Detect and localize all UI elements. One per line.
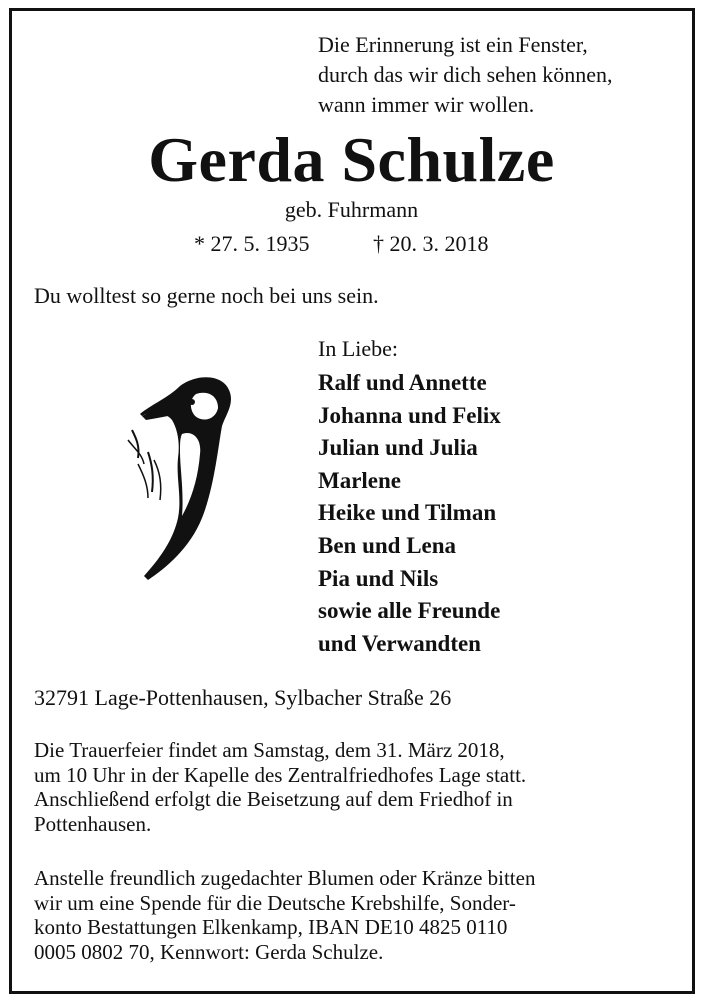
donation-line: Anstelle freundlich zugedachter Blumen oder Kränze bitten [34, 866, 536, 890]
woodpecker-icon [118, 368, 238, 588]
poem-line: durch das wir dich sehen können, [318, 62, 613, 87]
funeral-line: Die Trauerfeier findet am Samstag, dem 31. März 2018, [34, 738, 505, 762]
mourners-list [318, 367, 501, 660]
death-date: † 20. 3. 2018 [373, 231, 489, 256]
poem-line: Die Erinnerung ist ein Fenster, [318, 32, 588, 57]
funeral-info [34, 738, 526, 836]
mourner-entry: und Verwandten [318, 630, 481, 656]
deceased-name: Gerda Schulze [148, 124, 555, 195]
birth-name: geb. Fuhrmann [284, 197, 419, 222]
mourner-entry: Julian und Julia [318, 435, 478, 461]
poem-line: wann immer wir wollen. [318, 92, 535, 117]
address: 32791 Lage-Pottenhausen, Sylbacher Straße 26 [34, 685, 452, 710]
mourner-entry: Pia und Nils [318, 565, 439, 591]
mourner-entry: Johanna und Felix [318, 402, 501, 428]
funeral-line: Pottenhausen. [34, 811, 152, 836]
donation-line: konto Bestattungen Elkenkamp, IBAN DE10 4825 0110 [34, 915, 508, 939]
mourners-intro: In Liebe: [318, 336, 399, 361]
poem [318, 30, 612, 120]
mourner-entry: Ben und Lena [318, 532, 457, 558]
farewell-quote: Du wolltest so gerne noch bei uns sein. [34, 283, 379, 308]
donation-line: wir um eine Spende für die Deutsche Krebshilfe, Sonder- [34, 890, 516, 915]
mourner-entry: sowie alle Freunde [318, 598, 501, 624]
donation-info [34, 866, 535, 964]
funeral-line: Anschließend erfolgt die Beisetzung auf dem Friedhof in [34, 787, 513, 811]
funeral-line: um 10 Uhr in der Kapelle des Zentralfriedhofes Lage statt. [34, 762, 527, 787]
birth-date: * 27. 5. 1935 [194, 231, 310, 256]
mourner-entry: Ralf und Annette [318, 370, 487, 395]
mourner-entry: Marlene [318, 467, 402, 493]
donation-line: 0005 0802 70, Kennwort: Gerda Schulze. [34, 939, 384, 964]
mourner-entry: Heike und Tilman [318, 500, 497, 526]
